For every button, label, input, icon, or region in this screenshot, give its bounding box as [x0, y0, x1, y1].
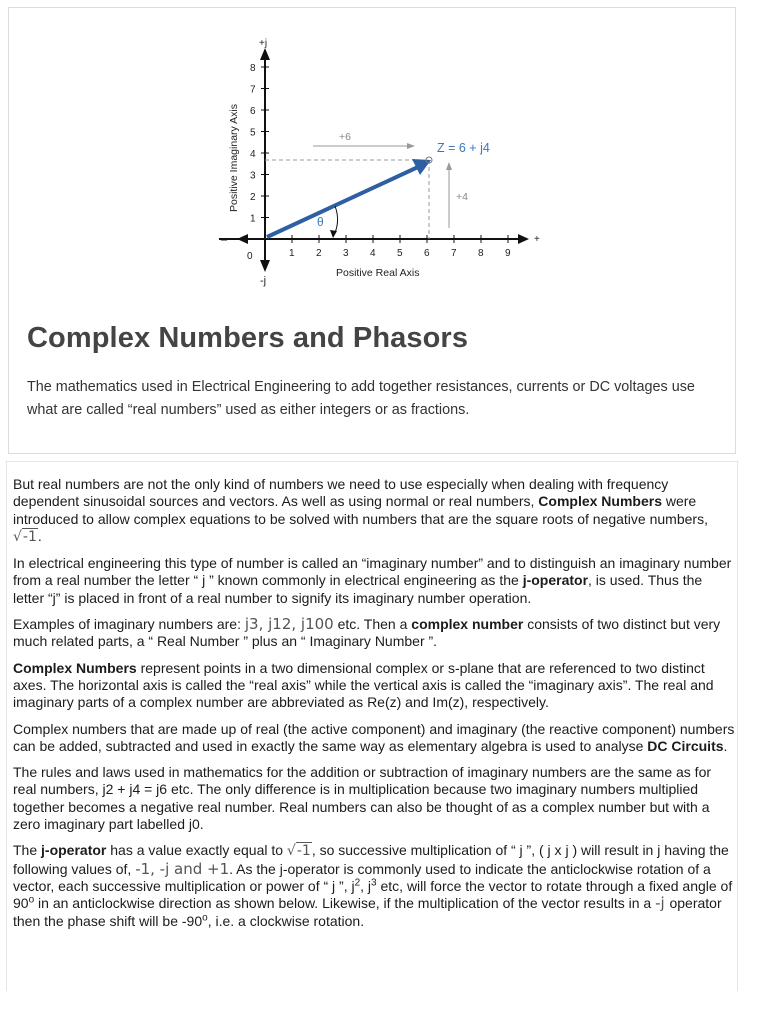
paragraph-6 — [13, 764, 735, 833]
axis-label-left: – — [221, 234, 228, 246]
real-component-arrowhead — [407, 143, 415, 149]
text: in an anticlockwise direction as shown below. Likewise, if the multiplication of the vector results in a — [34, 895, 656, 912]
real-axis-arrow-left — [237, 234, 248, 244]
x-tick-label: 6 — [424, 248, 430, 259]
y-tick-label: 5 — [250, 127, 256, 139]
article-body — [6, 461, 738, 991]
imaginary-axis-arrow-up — [260, 48, 270, 60]
axis-label-bottom: -j — [260, 275, 267, 287]
degree-superscript: o — [28, 894, 35, 906]
text: represent points in a two dimensional complex or s-plane that are referenced to two distinct axes. The horizontal axis is called the “real axis” while the vertical axis is called the “imaginary axis”. The real and imaginary parts of a complex number are abbreviated as Re(z) and Im(z), respectively. — [13, 659, 714, 711]
y-tick-label: 1 — [250, 213, 256, 225]
text: . — [37, 527, 42, 544]
text: , so successive multiplication of “ j ”, ( j x j ) will result in j having the following values of, — [13, 842, 729, 877]
text: The — [13, 842, 42, 859]
bold-term: j-operator — [41, 842, 107, 859]
paragraph-5 — [13, 721, 735, 756]
text: , is used. Thus the letter “j” is placed in front of a real number to signify its imaginary number operation. — [13, 572, 703, 606]
superscript: 2 — [354, 877, 361, 889]
x-tick-label: 7 — [451, 248, 457, 259]
text: . — [723, 737, 728, 754]
x-tick-label: 5 — [397, 248, 403, 259]
paragraph-1 — [13, 476, 735, 546]
x-tick-label: 1 — [289, 248, 295, 259]
text: etc, will force the vector to rotate through a fixed angle of 90 — [13, 877, 733, 912]
text: has a value exactly equal to — [106, 842, 287, 859]
paragraph-3 — [13, 616, 735, 651]
sqrt-minus-one: √-1 — [286, 843, 311, 860]
x-tick-label: 8 — [478, 248, 484, 259]
math-examples: j3, j12, j100 — [244, 615, 334, 634]
horizontal-axis-title: Positive Real Axis — [336, 267, 420, 279]
imag-component-label: +4 — [456, 191, 468, 203]
real-component-label: +6 — [339, 131, 351, 143]
math-neg-j: -j — [655, 894, 670, 913]
x-tick-label: 4 — [370, 248, 376, 259]
bold-term: Complex Numbers — [538, 493, 662, 510]
point-z-label: Z = 6 + j4 — [437, 141, 490, 155]
text: But real numbers are not the only kind of numbers we need to use especially when dealing with frequency dependent sinusoidal sources and vectors. As well as using normal or real numbers, — [13, 476, 669, 510]
x-tick-label: 2 — [316, 248, 322, 259]
text: . As the j-operator is commonly used to indicate the anticlockwise rotation of a vector, each successive multiplication or power of “ j ”, j — [13, 860, 711, 894]
real-axis-arrow-right — [518, 234, 529, 244]
x-tick-label: 3 — [343, 248, 349, 259]
text: operator then the phase shift will be -90 — [13, 895, 722, 929]
text: , i.e. a clockwise rotation. — [207, 912, 365, 929]
intro-text: The mathematics used in Electrical Engineering to add together resistances, currents or DC voltages use what are called “real numbers” used as either integers or as fractions. — [27, 379, 695, 418]
y-tick-label: 6 — [250, 106, 256, 117]
x-tick-label: 9 — [505, 248, 511, 259]
imaginary-axis-arrow-down — [260, 260, 270, 272]
angle-label: θ — [317, 215, 324, 229]
text: Complex numbers that are made up of real (the active component) and imaginary (the reactive component) numbers can be added, subtracted and used in exactly the same way as elementary algebra is used to analyse — [13, 720, 735, 754]
y-tick-label: 2 — [250, 192, 256, 203]
y-tick-label: 4 — [250, 149, 256, 160]
math-values: -1, -j and +1 — [135, 859, 230, 878]
paragraph-4 — [13, 660, 735, 712]
complex-plane-diagram — [209, 32, 549, 297]
axis-label-right: + — [534, 234, 540, 245]
paragraph-2 — [13, 555, 735, 607]
degree-superscript: o — [202, 911, 208, 923]
y-tick-label: 3 — [250, 170, 256, 182]
bold-term: complex number — [411, 616, 524, 633]
y-tick-label: 7 — [250, 84, 256, 96]
sqrt-minus-one: √-1 — [13, 528, 37, 545]
bold-term: Complex Numbers — [13, 659, 137, 676]
text: , j — [360, 877, 372, 894]
page-title: Complex Numbers and Phasors — [27, 322, 469, 354]
text: In electrical engineering this type of number is called an “imaginary number” and to distinguish an imaginary number from a real number the letter “ j ” known commonly in electrical engineering as the — [13, 555, 732, 589]
angle-arc-head — [330, 230, 337, 238]
text: etc. Then a — [333, 616, 412, 633]
y-tick-label: 8 — [250, 63, 256, 74]
text: Examples of imaginary numbers are: — [13, 616, 245, 633]
origin-label: 0 — [247, 251, 253, 262]
vertical-axis-title: Positive Imaginary Axis — [228, 104, 240, 212]
imag-component-arrowhead — [446, 162, 452, 170]
text: were introduced to allow complex equations to be solved with numbers that are the square roots of negative numbers, — [13, 493, 708, 527]
superscript: 3 — [371, 877, 377, 889]
text: The rules and laws used in mathematics for the addition or subtraction of imaginary numbers are the same as for real numbers, j2 + j4 = j6 etc. The only difference is in multiplication because two imaginary numbers multiplied together becomes a negative real number. Real numbers can also be thought of as a complex number but with a zero imaginary part labelled j0. — [13, 764, 712, 833]
hero-card — [8, 7, 736, 454]
bold-term: j-operator — [522, 572, 589, 589]
phasor-vector — [267, 167, 418, 237]
dc-circuits-link[interactable]: DC Circuits — [647, 737, 724, 754]
text: consists of two distinct but very much related parts, a “ Real Number ” plus an “ Imaginary Number ”. — [13, 616, 721, 650]
paragraph-7 — [13, 842, 735, 929]
axis-label-top: +j — [259, 38, 268, 49]
